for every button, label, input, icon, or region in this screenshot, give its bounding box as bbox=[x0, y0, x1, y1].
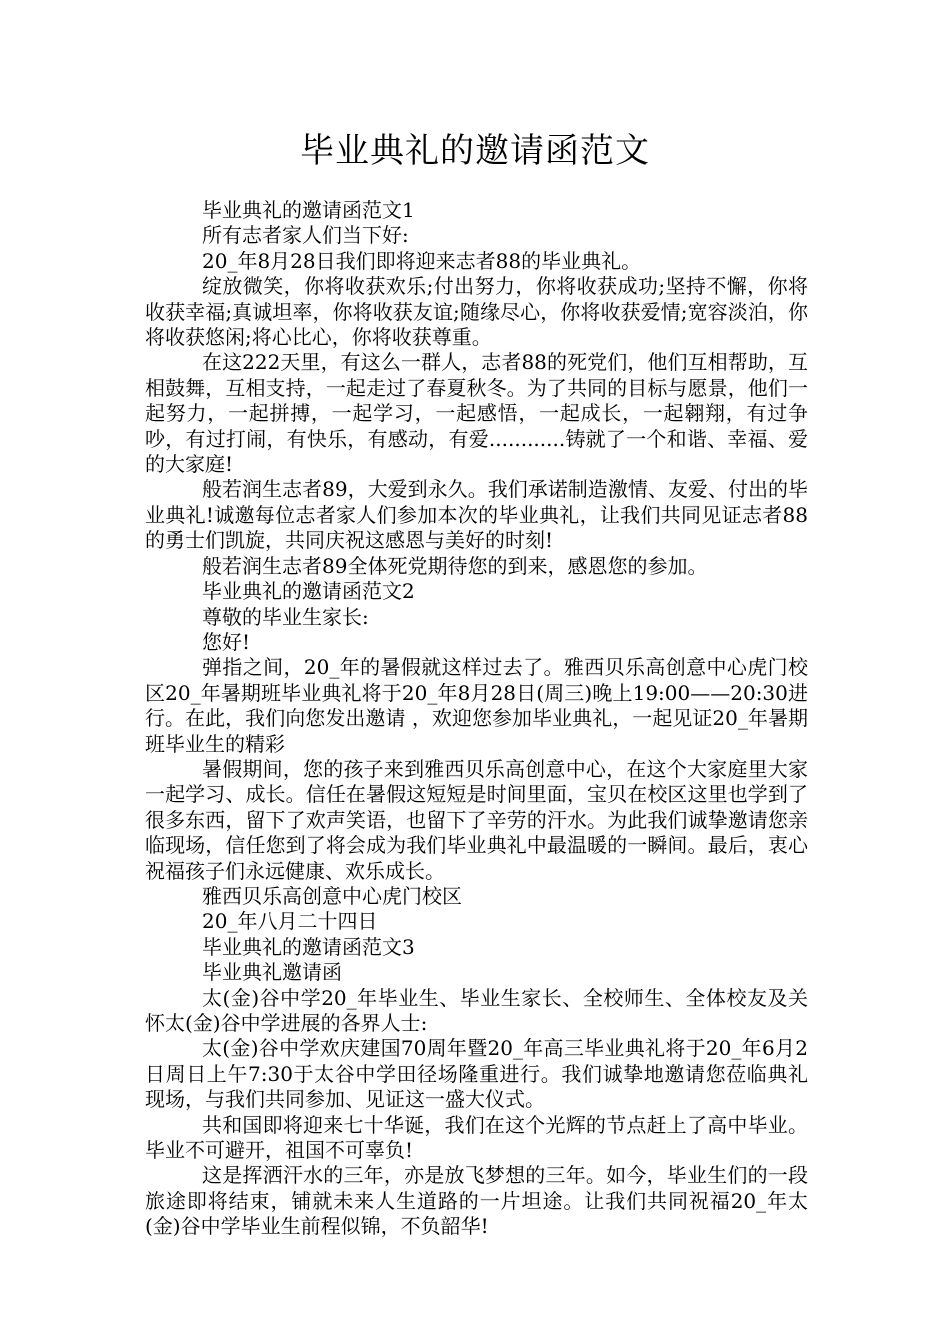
paragraph: 您好! bbox=[202, 629, 251, 654]
paragraph: 在这222天里，有这么一群人，志者88的死党们，他们互相帮助，互相鼓舞，互相支持，一起走过了春夏秋冬。为了共同的目标与愿景，他们一起努力，一起拼搏，一起学习，一起感悟，一起成长，一起翱翔，有过争吵，有过打闹，有快乐，有感动，有爱............铸就了一个和谐、幸福、爱的大家庭! bbox=[145, 350, 808, 477]
document-title: 毕业典礼的邀请函范文 bbox=[300, 131, 650, 171]
paragraph: 暑假期间，您的孩子来到雅西贝乐高创意中心，在这个大家庭里大家一起学习、成长。信任在暑假这短短是时间里面，宝贝在校区这里也学到了很多东西，留下了欢声笑语，也留下了辛劳的汗水。为此我们诚挚邀请您亲临现场，信任您到了将会成为我们毕业典礼中最温暖的一瞬间。最后，衷心祝福孩子们永远健康、欢乐成长。 bbox=[145, 756, 808, 883]
paragraph: 共和国即将迎来七十华诞，我们在这个光辉的节点赶上了高中毕业。毕业不可避开，祖国不可辜负! bbox=[145, 1112, 808, 1163]
paragraph: 所有志者家人们当下好: bbox=[202, 223, 409, 248]
paragraph: 毕业典礼邀请函 bbox=[202, 960, 342, 985]
paragraph: 毕业典礼的邀请函范文3 bbox=[202, 934, 415, 959]
paragraph: 太(金)谷中学欢庆建国70周年暨20_年高三毕业典礼将于20_年6月2日周日上午7:30于太谷中学田径场隆重进行。我们诚挚地邀请您莅临典礼现场，与我们共同参加、见证这一盛大仪式。 bbox=[145, 1036, 808, 1112]
paragraph: 般若润生志者89，大爱到永久。我们承诺制造激情、友爱、付出的毕业典礼!诚邀每位志者家人们参加本次的毕业典礼，让我们共同见证志者88的勇士们凯旋，共同庆祝这感恩与美好的时刻! bbox=[145, 477, 808, 553]
paragraph: 20_年八月二十四日 bbox=[202, 909, 378, 934]
paragraph: 太(金)谷中学20_年毕业生、毕业生家长、全校师生、全体校友及关怀太(金)谷中学进展的各界人士: bbox=[145, 985, 808, 1035]
paragraph: 绽放微笑，你将收获欢乐;付出努力，你将收获成功;坚持不懈，你将收获幸福;真诚坦率，你将收获友谊;随缘尽心，你将收获爱情;宽容淡泊，你将收获悠闲;将心比心，你将收获尊重。 bbox=[145, 274, 808, 350]
paragraph: 弹指之间，20_年的暑假就这样过去了。雅西贝乐高创意中心虎门校区20_年暑期班毕业典礼将于20_年8月28日(周三)晚上19:00——20:30进行。在此，我们向您发出邀请 ，欢迎您参加毕业典礼，一起见证20_年暑期班毕业生的精彩 bbox=[145, 655, 808, 756]
paragraph: 雅西贝乐高创意中心虎门校区 bbox=[202, 883, 462, 908]
paragraph: 毕业典礼的邀请函范文2 bbox=[202, 579, 415, 604]
document-body bbox=[145, 198, 808, 1240]
paragraph: 这是挥洒汗水的三年，亦是放飞梦想的三年。如今，毕业生们的一段旅途即将结束，铺就未来人生道路的一片坦途。让我们共同祝福20_年太(金)谷中学毕业生前程似锦，不负韶华! bbox=[145, 1163, 808, 1239]
paragraph: 尊敬的毕业生家长: bbox=[202, 604, 369, 629]
paragraph: 般若润生志者89全体死党期待您的到来，感恩您的参加。 bbox=[202, 553, 708, 578]
paragraph: 毕业典礼的邀请函范文1 bbox=[202, 198, 415, 222]
paragraph: 20_年8月28日我们即将迎来志者88的毕业典礼。 bbox=[202, 248, 642, 273]
